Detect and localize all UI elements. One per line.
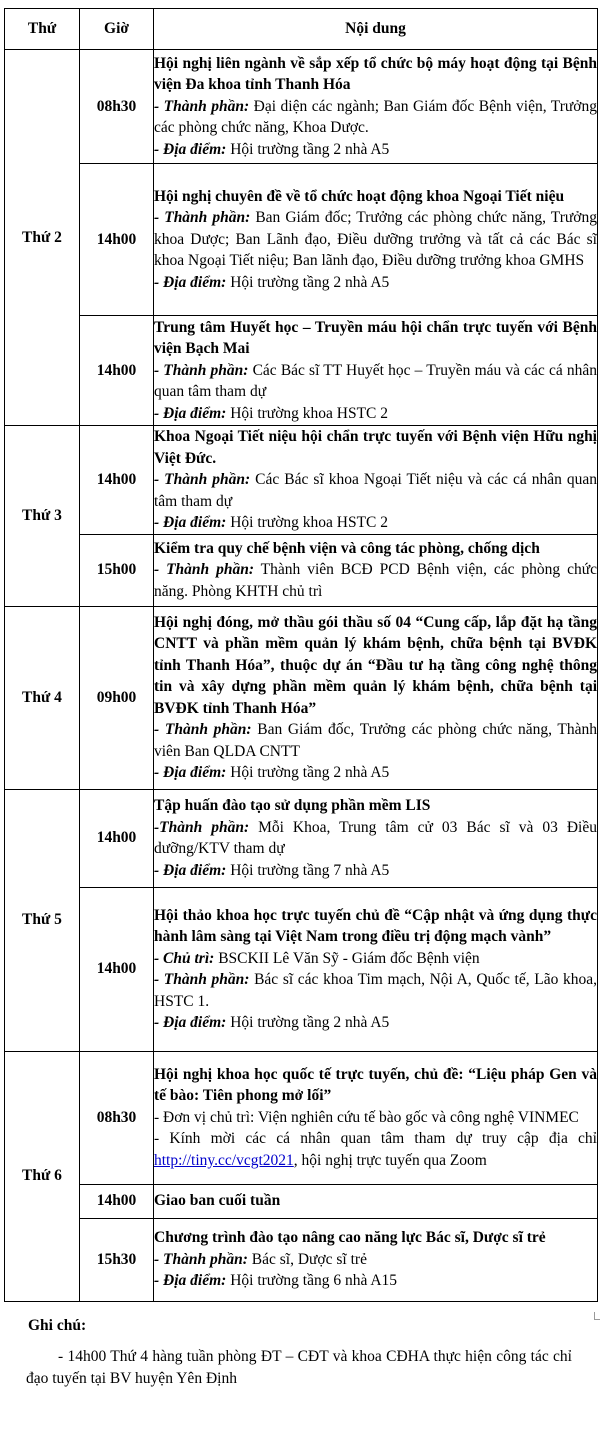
registration-link[interactable]: http://tiny.cc/vcgt2021 xyxy=(154,1151,294,1169)
detail-label: - Thành phần: xyxy=(154,721,252,738)
time-cell: 14h00 xyxy=(80,887,154,1051)
detail-text: Các Bác sĩ TT Huyết học – Truyền máu và các cá nhân quan tâm tham dự xyxy=(154,361,597,401)
time-cell: 14h00 xyxy=(80,316,154,426)
note-text: - 14h00 Thứ 4 hàng tuần phòng ĐT – CĐT và khoa CĐHA thực hiện công tác chỉ đạo tuyến tại BV huyện Yên Định xyxy=(26,1348,572,1387)
detail-text: Hội trường tầng 2 nhà A5 xyxy=(226,1014,390,1031)
time-cell: 15h00 xyxy=(80,534,154,606)
event-title: Trung tâm Huyết học – Truyền máu hội chẩn trực tuyến với Bệnh viện Bạch Mai xyxy=(154,318,597,358)
event-detail-line xyxy=(154,139,597,161)
schedule-row xyxy=(5,789,598,887)
detail-text: Thành viên BCĐ PCD Bệnh viện, các phòng chức năng. Phòng KHTH chủ trì xyxy=(154,561,597,600)
event-detail-line xyxy=(154,1249,597,1271)
detail-text: Bác sĩ, Dược sĩ trẻ xyxy=(247,1250,367,1268)
notes-section xyxy=(28,1315,574,1390)
schedule-row xyxy=(5,1184,598,1218)
detail-label: - Thành phần: xyxy=(154,561,255,579)
schedule-row xyxy=(5,534,598,606)
detail-label: - Địa điểm: xyxy=(154,404,227,422)
event-detail-line xyxy=(154,1012,597,1034)
event-detail-line xyxy=(154,272,597,294)
schedule-table xyxy=(4,8,598,1302)
detail-label: - Địa điểm: xyxy=(154,514,227,531)
event-detail-line xyxy=(154,469,597,512)
detail-text: Ban Giám đốc, Trưởng các phòng chức năng, Thành viên Ban QLDA CNTT xyxy=(154,721,597,760)
time-cell: 14h00 xyxy=(80,789,154,887)
detail-text: Các Bác sĩ khoa Ngoại Tiết niệu và các cá nhân quan tâm tham dự xyxy=(154,471,597,510)
detail-label: - Địa điểm: xyxy=(154,273,227,291)
header-day: Thứ xyxy=(5,9,80,50)
schedule-row xyxy=(5,1051,598,1184)
event-detail-line xyxy=(154,948,597,970)
day-cell: Thứ 2 xyxy=(5,50,80,426)
content-cell xyxy=(154,164,598,316)
detail-text: Hội trường tầng 7 nhà A5 xyxy=(226,861,390,879)
content-cell xyxy=(154,316,598,426)
event-title: Hội nghị chuyên đề về tổ chức hoạt động khoa Ngoại Tiết niệu xyxy=(154,187,565,205)
detail-label: - Địa điểm: xyxy=(154,764,227,781)
detail-text: Hội trường tầng 2 nhà A5 xyxy=(226,273,390,291)
schedule-row xyxy=(5,316,598,426)
time-cell: 14h00 xyxy=(80,426,154,535)
content-cell xyxy=(154,606,598,789)
detail-text: Ban Giám đốc; Trưởng các phòng chức năng, Trưởng khoa Dược; Ban Lãnh đạo, Điều dưỡng trưởng và tất cả các Bác sĩ khoa Ngoại Tiết niệu; Ban lãnh đạo, Điều dưỡng trưởng khoa GMHS xyxy=(154,209,597,270)
event-detail-line xyxy=(154,817,597,860)
detail-label: - Địa điểm: xyxy=(154,140,227,158)
content-cell xyxy=(154,50,598,164)
schedule-row xyxy=(5,50,598,164)
notes-title: Ghi chú: xyxy=(28,1317,87,1334)
time-cell: 14h00 xyxy=(80,1184,154,1218)
detail-text: Bác sĩ các khoa Tim mạch, Nội A, Quốc tế, Lão khoa, HSTC 1. xyxy=(154,971,597,1010)
content-cell xyxy=(154,534,598,606)
content-cell xyxy=(154,426,598,535)
detail-label: - Thành phần: xyxy=(154,209,251,227)
event-detail-line xyxy=(154,719,597,762)
time-cell: 15h30 xyxy=(80,1218,154,1301)
header-content: Nội dung xyxy=(154,9,598,50)
time-cell: 08h30 xyxy=(80,1051,154,1184)
schedule-row xyxy=(5,426,598,535)
detail-label: - Thành phần: xyxy=(154,97,250,115)
schedule-row xyxy=(5,1218,598,1301)
event-title: Giao ban cuối tuần xyxy=(154,1192,281,1210)
cell-corner-mark xyxy=(594,1312,600,1320)
event-detail-line xyxy=(154,860,597,882)
detail-text: Đại diện các ngành; Ban Giám đốc Bệnh viện, Trưởng các phòng chức năng, Khoa Dược. xyxy=(154,97,597,137)
day-cell: Thứ 4 xyxy=(5,606,80,789)
event-title: Hội nghị đóng, mở thầu gói thầu số 04 “Cung cấp, lắp đặt hạ tầng CNTT và phần mềm quản lý khám bệnh, chữa bệnh tại BVĐK tỉnh Thanh Hóa”, thuộc dự án “Đầu tư hạ tầng công nghệ thông tin và xây dựng phần mềm quản lý khám bệnh, chữa bệnh tại BVĐK tỉnh Thanh Hóa” xyxy=(154,613,597,717)
header-time: Giờ xyxy=(80,9,154,50)
detail-label: - Thành phần: xyxy=(154,471,251,488)
event-detail-line xyxy=(154,96,597,139)
day-cell: Thứ 5 xyxy=(5,789,80,1051)
event-detail-line xyxy=(154,512,597,534)
header-row xyxy=(5,9,598,50)
event-detail-line xyxy=(154,403,597,425)
schedule-body xyxy=(5,50,598,1302)
detail-text: Hội trường tầng 2 nhà A5 xyxy=(226,140,390,158)
detail-label: - Thành phần: xyxy=(154,1250,248,1268)
content-cell xyxy=(154,1051,598,1184)
event-detail-line xyxy=(154,1270,597,1292)
detail-label: - Địa điểm: xyxy=(154,1014,227,1031)
event-title: Hội thảo khoa học trực tuyến chủ đề “Cập nhật và ứng dụng thực hành lâm sàng tại Việt Nam trong điều trị động mạch vành” xyxy=(154,906,597,945)
time-cell: 08h30 xyxy=(80,50,154,164)
schedule-row xyxy=(5,606,598,789)
event-title: Kiểm tra quy chế bệnh viện và công tác phòng, chống dịch xyxy=(154,539,540,557)
event-detail-line xyxy=(154,762,597,784)
content-cell xyxy=(154,1218,598,1301)
schedule-row xyxy=(5,887,598,1051)
event-title: Chương trình đào tạo nâng cao năng lực Bác sĩ, Dược sĩ trẻ xyxy=(154,1229,546,1247)
detail-text: Mỗi Khoa, Trung tâm cử 03 Bác sĩ và 03 Điều dưỡng/KTV tham dự xyxy=(154,818,597,857)
time-cell: 14h00 xyxy=(80,164,154,316)
detail-label: - Thành phần: xyxy=(154,971,250,988)
detail-text-after: , hội nghị trực tuyến qua Zoom xyxy=(293,1151,487,1169)
detail-text: BSCKII Lê Văn Sỹ - Giám đốc Bệnh viện xyxy=(214,949,480,967)
content-cell xyxy=(154,887,598,1051)
event-detail-line xyxy=(154,207,597,272)
detail-text: Hội trường khoa HSTC 2 xyxy=(226,404,389,422)
detail-label: - Thành phần: xyxy=(154,361,249,379)
time-cell: 09h00 xyxy=(80,606,154,789)
day-cell: Thứ 3 xyxy=(5,426,80,607)
event-title: Tập huấn đào tạo sử dụng phần mềm LIS xyxy=(154,797,431,814)
detail-label: - Địa điểm: xyxy=(154,861,227,879)
event-detail-line xyxy=(154,969,597,1012)
event-title: Hội nghị liên ngành về sắp xếp tổ chức bộ máy hoạt động tại Bệnh viện Đa khoa tỉnh Thanh Hóa xyxy=(154,54,597,94)
day-cell: Thứ 6 xyxy=(5,1051,80,1301)
detail-label: -Thành phần: xyxy=(154,818,250,836)
event-detail-line xyxy=(154,1107,597,1129)
detail-text: Hội trường tầng 2 nhà A5 xyxy=(226,764,390,781)
event-title: Hội nghị khoa học quốc tế trực tuyến, chủ đề: “Liệu pháp Gen và tế bào: Tiên phong mở lối” xyxy=(154,1065,597,1105)
content-cell xyxy=(154,1184,598,1218)
event-title: Khoa Ngoại Tiết niệu hội chẩn trực tuyến với Bệnh viện Hữu nghị Việt Đức. xyxy=(154,428,597,467)
event-detail-line xyxy=(154,559,597,602)
detail-label: - Địa điểm: xyxy=(154,1272,227,1290)
schedule-row xyxy=(5,164,598,316)
content-cell xyxy=(154,789,598,887)
event-detail-line xyxy=(154,1128,597,1171)
detail-text: - Kính mời các cá nhân quan tâm tham dự truy cập địa chỉ xyxy=(154,1130,597,1148)
event-detail-line xyxy=(154,360,597,403)
detail-text: Hội trường khoa HSTC 2 xyxy=(226,514,389,531)
detail-text: - Đơn vị chủ trì: Viện nghiên cứu tế bào gốc và công nghệ VINMEC xyxy=(154,1108,579,1126)
detail-label: - Chủ trì: xyxy=(154,949,215,967)
detail-text: Hội trường tầng 6 nhà A15 xyxy=(226,1272,398,1290)
